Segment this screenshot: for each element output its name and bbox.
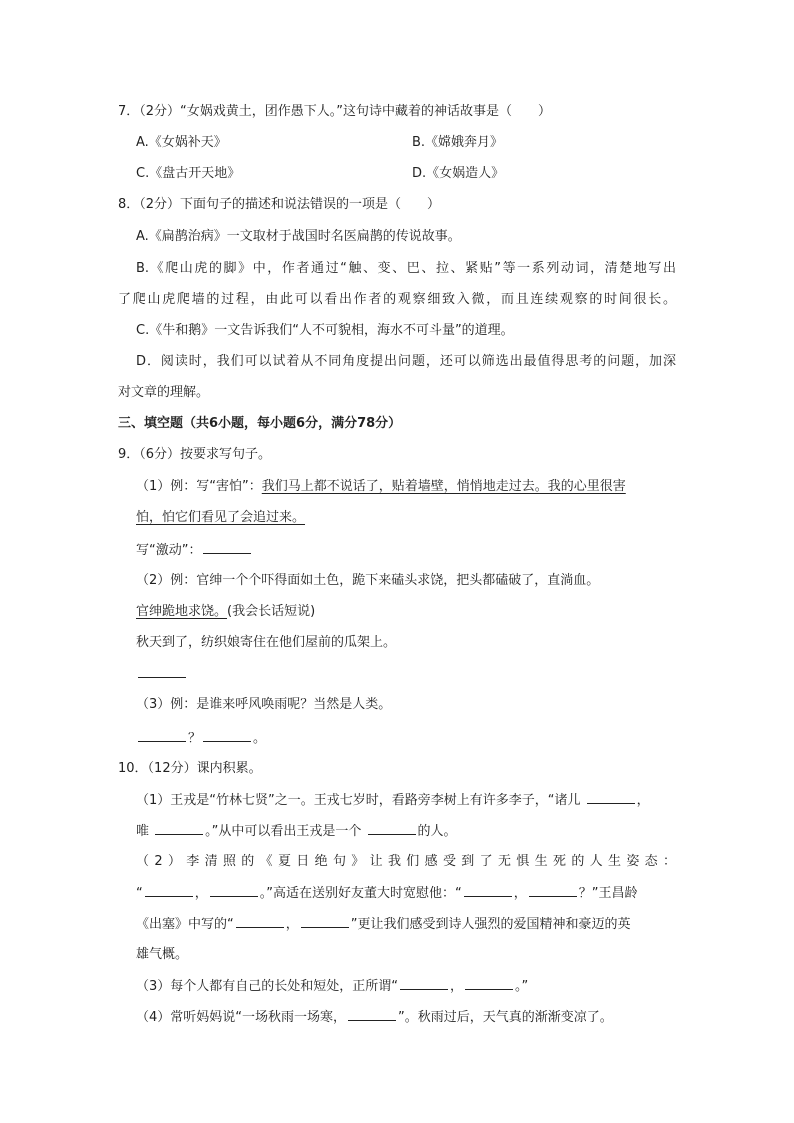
q10-part2-blank-3[interactable] (464, 884, 512, 897)
q9-part3-question-mark: ？ (188, 731, 202, 746)
q10-part1-line2 (136, 822, 457, 841)
q10-part4-blank[interactable] (348, 1008, 396, 1021)
q10-part1-blank-1[interactable] (587, 791, 635, 804)
q8-option-a: A.《扁鹊治病》一文取材于战国时名医扁鹊的传说故事。 (136, 229, 461, 244)
q10-part3-text-1: （3）每个人都有自己的长处和短处，正所谓“ (136, 979, 399, 994)
q8-option-c: C.《牛和鹅》一文告诉我们“人不可貌相，海水不可斗量”的道理。 (136, 323, 514, 338)
q10-part2-line2 (136, 884, 638, 903)
q9-part2-task: 秋天到了，纺织娘寄住在他们屋前的瓜架上。 (136, 635, 397, 650)
q9-part2-model-sentence: 官绅跪地求饶。 (136, 604, 228, 619)
q10-part2-comma-2: ， (513, 886, 527, 901)
q10-part2-text-3: 《出塞》中写的“ (136, 917, 234, 932)
q10-part2-line3 (136, 915, 631, 934)
q10-part2-comma-3: ， (285, 917, 299, 932)
q10-part1-text-2: 唯 (136, 824, 150, 839)
q9-part1-prefix: （1）例：写“害怕”： (136, 479, 262, 494)
q8-stem: 8．（2分）下面句子的描述和说法错误的一项是（ ） (118, 197, 441, 212)
q10-part2-text-1: 。”高适在送别好友董大时宽慰他：“ (259, 886, 462, 901)
q10-part1-blank-2[interactable] (155, 822, 203, 835)
section-3-heading: 三、填空题（共6小题，每小题6分，满分78分） (118, 416, 402, 431)
q10-part1-text-1: （1）王戎是“竹林七贤”之一。王戎七岁时，看路旁李树上有许多李子，“诸儿 (136, 793, 581, 808)
q10-part2-line4: 雄气概。 (136, 947, 189, 962)
q8-option-d-line2: 对文章的理解。 (118, 385, 210, 400)
q7-option-a: A.《女娲补天》 (136, 135, 227, 150)
q9-part2-answer-blank[interactable] (138, 665, 186, 678)
q10-part2-blank-2[interactable] (210, 884, 258, 897)
q9-part3-blank-1[interactable] (138, 729, 186, 742)
q10-part1-text-3: 。”从中可以看出王戎是一个 (205, 824, 362, 839)
q7-option-b: B.《嫦娥奔月》 (412, 135, 504, 150)
q10-part2-text-2: ？”王昌龄 (578, 886, 638, 901)
q10-part3-blank-2[interactable] (465, 977, 513, 990)
q9-part2-example: （2）例：官绅一个个吓得面如土色，跪下来磕头求饶，把头都磕破了，直淌血。 (136, 573, 600, 588)
q9-part1-task (136, 541, 253, 560)
q7-stem: 7．（2分）“女娲戏黄土，团作愚下人。”这句诗中藏着的神话故事是（ ） (118, 104, 552, 119)
q8-option-b-line1: B.《爬山虎的脚》中，作者通过“触、变、巴、拉、紧贴”等一系列动词，清楚地写出 (136, 261, 676, 276)
q9-part2-model (136, 603, 315, 621)
q9-part3-example: （3）例：是谁来呼风唤雨呢？当然是人类。 (136, 697, 392, 712)
q7-option-d: D.《女娲造人》 (412, 166, 505, 181)
q10-part4-text-1: （4）常听妈妈说“一场秋雨一场寒， (136, 1010, 347, 1025)
q10-part2-text-4: ”更让我们感受到诗人强烈的爱国精神和豪迈的英 (350, 917, 631, 932)
q10-part1-line1 (136, 791, 650, 810)
q10-part2-comma-1: ， (194, 886, 208, 901)
q9-part3-answer (136, 729, 266, 748)
q8-option-d-line1: D．阅读时，我们可以试着从不同角度提出问题，还可以筛选出最值得思考的问题，加深 (136, 354, 676, 369)
q9-part1-example-1: 我们马上都不说话了，贴着墙壁，悄悄地走过去。我的心里很害 (261, 479, 626, 494)
q10-part2-blank-1[interactable] (145, 884, 193, 897)
q7-option-c: C.《盘古开天地》 (136, 166, 241, 181)
q10-part2-blank-6[interactable] (301, 915, 349, 928)
q10-stem: 10．（12分）课内积累。 (118, 761, 262, 776)
q10-part4 (136, 1008, 613, 1027)
q10-part2-blank-4[interactable] (529, 884, 577, 897)
q10-part1-blank-3[interactable] (368, 822, 416, 835)
q10-part2-blank-5[interactable] (236, 915, 284, 928)
q10-part2-quote-open: “ (136, 886, 143, 901)
q9-stem: 9．（6分）按要求写句子。 (118, 447, 272, 462)
q9-part1-line1 (136, 478, 626, 496)
q9-part2-answer (136, 665, 188, 684)
q10-part1-comma: ， (636, 793, 650, 808)
q9-part2-note: (我会长话短说) (227, 604, 316, 619)
q10-part3-text-2: 。” (515, 979, 529, 994)
q10-part4-text-2: ”。秋雨过后，天气真的渐渐变凉了。 (398, 1010, 613, 1025)
q10-part3-comma: ， (450, 979, 464, 994)
q9-part1-example-2: 怕，怕它们看见了会追过来。 (136, 510, 306, 525)
q10-part3 (136, 977, 528, 996)
q9-part3-period: 。 (253, 731, 267, 746)
q10-part3-blank-1[interactable] (400, 977, 448, 990)
q9-part1-answer-blank[interactable] (203, 541, 251, 554)
q10-part2-line1: （2）李清照的《夏日绝句》让我们感受到了无惧生死的人生姿态： (136, 854, 676, 869)
q9-part3-blank-2[interactable] (203, 729, 251, 742)
q9-part1-task-label: 写“激动”： (136, 543, 202, 558)
q10-part1-text-4: 的人。 (417, 824, 457, 839)
q8-option-b-line2: 了爬山虎爬墙的过程，由此可以看出作者的观察细致入微，而且连续观察的时间很长。 (118, 292, 676, 307)
